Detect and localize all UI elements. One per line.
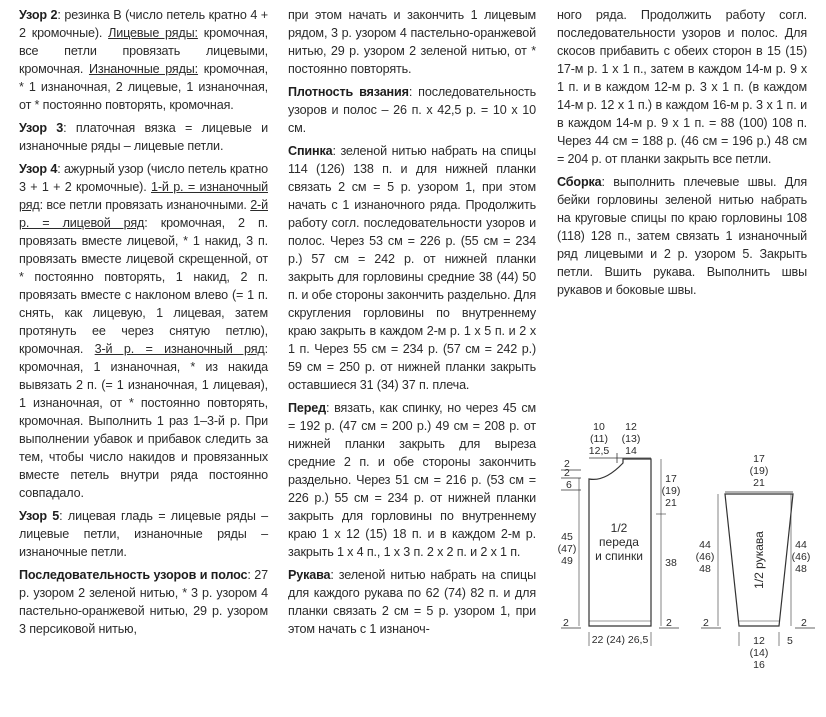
paragraph-uzor4: Узор 4: ажурный узор (число петель кратно 3 + 1 + 2 кромочные). 1-й р. = изнаночный ряд: все петли провязать изнаночными. 2-й р. = лицевой ряд: кромочная, 2 п. провязать вместе лицевой, * 1 накид, 3 п. провязать вместе лицевой скрещенной, от * постоянно повторять, 1 накид, 2 п. провязать вместе с наклоном влево (= 1 п. снять, как лицевую, 1 лицевая, затем протянуть ее через снятую петлю), кромочная. 3-й р. = изнаночный ряд: кромочная, 1 изнаночная, * из накида вывязать 2 п. (= 1 изнаночная, 1 лицевая), 1 изнаночная, от * постоянно повторять, кромочная. Выполнить 1 раз 1–3-й р. При выполнении убавок и прибавок следить за тем, чтобы число накидов и провязанных вместе петель внутри ряда постоянно совпадало. — [19, 162, 268, 500]
paragraph-front: Перед: вязать, как спинку, но через 45 см = 192 р. (47 см = 200 р.) 49 см = 208 р. от нижней планки закрыть для выреза средние 2 п. и обе стороны закончить раздельно. Через 51 см = 216 р. (53 см = 226 р.) 55 см = 234 р. от нижней планки закрыть для горловины по внутреннему краю 1 х 12 (15) 18 п. и в каждом 2-м р. закрыть 1 х 4 п., 1 х 3 п. 2 х 2 п. и 2 х 1 п. — [288, 401, 536, 559]
sleeve-top-width-3: 21 — [753, 477, 765, 489]
paragraph-sequence: Последовательность узоров и полос: 27 р. узором 2 зеленой нитью, * 3 р. узором 4 пастельно-оранжевой нитью, 29 р. узором 3 персиковой нитью, — [19, 568, 268, 636]
body-length-3: 49 — [561, 555, 573, 567]
sleeve-top-width-1: 17 — [753, 453, 765, 465]
body-left-tick-2: 2 — [564, 467, 570, 479]
paragraph-uzor2: Узор 2: резинка В (число петель кратно 4 + 2 кромочные). Лицевые ряды: кромочная, все петли провязать лицевыми, кромочная. Изнаночные ряды: кромочная, * 1 изнаночная, 2 лицевые, 1 изнаночная, от * постоянно повторять, кромочная. — [19, 8, 268, 112]
body-left-tick-1: 2 — [564, 458, 570, 470]
heading-uzor4: Узор 4 — [19, 162, 58, 176]
text-column-3 — [557, 6, 807, 304]
body-piece-label-1: 1/2 — [610, 521, 628, 535]
sleeve-length-right-3: 48 — [795, 563, 807, 575]
body-armhole-1: 17 — [665, 473, 677, 485]
heading-back: Спинка — [288, 144, 333, 158]
body-length-2: (47) — [557, 543, 577, 555]
body-side-length: 38 — [665, 557, 677, 569]
sleeve-length-right-2: (46) — [791, 551, 811, 563]
body-shoulder-width-2: (13) — [621, 433, 641, 445]
text-column-2 — [288, 6, 536, 643]
heading-uzor2: Узор 2 — [19, 8, 58, 22]
body-piece-label-3: и спинки — [595, 549, 643, 563]
paragraph-sleeves-cont: ного ряда. Продолжить работу согл. последовательности узоров и полос. Для скосов прибавить с обеих сторон в 15 (15) 17-м р. 1 х 1 п., затем в каждом 14-м р. 9 х 1 п. и в каждом 12-м р. 3 х 1 п. (в каждом 14-м р. 12 х 1 п.) в каждом 16-м р. 3 х 1 п. и в каждом 14-м р. 9 х 1 п. = 88 (100) 108 п. Через 44 см = 188 р. (46 см = 196 р.) 48 см = 204 р. от планки закрыть все петли. — [557, 8, 807, 166]
body-bottom-width: 22 (24) 26,5 — [591, 634, 649, 646]
sleeve-length-left-3: 48 — [699, 563, 711, 575]
paragraph-uzor3: Узор 3: платочная вязка = лицевые и изнаночные ряды – лицевые петли. — [19, 121, 268, 153]
sleeve-bottom-side: 5 — [787, 635, 793, 647]
paragraph-sleeves: Рукава: зеленой нитью набрать на спицы для каждого рукава по 62 (74) 82 п. и для планки связать 2 см = 5 р. узором 1, при этом начать с 1 изнаноч- — [288, 568, 536, 636]
sleeve-tick-right: 2 — [801, 617, 807, 629]
body-left-tick-3: 6 — [566, 479, 572, 491]
sleeve-tick-left: 2 — [703, 617, 709, 629]
body-shoulder-width-3: 14 — [625, 445, 637, 457]
heading-sequence: Последовательность узоров и полос — [19, 568, 248, 582]
body-armhole-3: 21 — [665, 497, 677, 509]
body-neck-width-3: 12,5 — [588, 445, 610, 457]
heading-density: Плотность вязания — [288, 85, 409, 99]
sleeve-length-right-1: 44 — [795, 539, 807, 551]
heading-uzor5: Узор 5 — [19, 509, 60, 523]
sleeve-piece-label: 1/2 рукава — [752, 531, 766, 589]
sleeve-length-left-1: 44 — [699, 539, 711, 551]
sleeve-bottom-width-2: (14) — [749, 647, 769, 659]
body-piece-label-2: переда — [599, 535, 639, 549]
paragraph-uzor5: Узор 5: лицевая гладь = лицевые ряды – лицевые петли, изнаночные ряды – изнаночные петли. — [19, 509, 268, 559]
body-bottom-tick-left: 2 — [563, 617, 569, 629]
heading-front: Перед — [288, 401, 326, 415]
pattern-schematic — [555, 420, 815, 680]
text-column-1 — [19, 6, 268, 643]
paragraph-back: Спинка: зеленой нитью набрать на спицы 114 (126) 138 п. и для нижней планки связать 2 см = 5 р. узором 1, при этом начать с 1 изнаночного ряда. Продолжить работу согл. последовательности узоров и полос. Через 53 см = 226 р. (55 см = 234 р.) 57 см = 242 р. от нижней планки закрыть для горловины средние 38 (44) 50 п. и обе стороны закончить раздельно. Для скругления горловины по внутреннему краю закрыть в каждом 2-м р. 1 х 5 п. и 2 х 1 п. Через 55 см = 234 р. (57 см = 242 р.) 59 см = 250 р. от нижней планки закрыть оставшиеся 31 (34) 37 п. плеча. — [288, 144, 536, 392]
heading-sleeves: Рукава — [288, 568, 331, 582]
body-armhole-2: (19) — [661, 485, 681, 497]
sleeve-bottom-width-3: 16 — [753, 659, 765, 671]
paragraph-assembly: Сборка: выполнить плечевые швы. Для бейки горловины зеленой нитью набрать на круговые спицы по краю горловины 108 (118) 128 п., затем связать 1 изнаночный ряд лицевыми и 2 р. узором 5. Закрыть петли. Вшить рукава. Выполнить швы рукавов и боковые швы. — [557, 175, 807, 297]
body-neck-width-1: 10 — [593, 421, 605, 433]
paragraph-sequence-cont: при этом начать и закончить 1 лицевым рядом, 3 р. узором 4 пастельно-оранжевой нитью, 29 р. узором 2 зеленой нитью, от * постоянно повторять. — [288, 8, 536, 76]
schematic-svg — [555, 420, 815, 680]
body-length-1: 45 — [561, 531, 573, 543]
heading-assembly: Сборка — [557, 175, 602, 189]
heading-uzor3: Узор 3 — [19, 121, 64, 135]
body-neck-width-2: (11) — [590, 433, 608, 445]
body-shoulder-width-1: 12 — [625, 421, 637, 433]
sleeve-length-left-2: (46) — [695, 551, 715, 563]
body-bottom-tick-right: 2 — [666, 617, 672, 629]
sleeve-bottom-width-1: 12 — [753, 635, 765, 647]
paragraph-density: Плотность вязания: последовательность узоров и полос – 26 п. х 42,5 р. = 10 х 10 см. — [288, 85, 536, 135]
sleeve-top-width-2: (19) — [749, 465, 769, 477]
